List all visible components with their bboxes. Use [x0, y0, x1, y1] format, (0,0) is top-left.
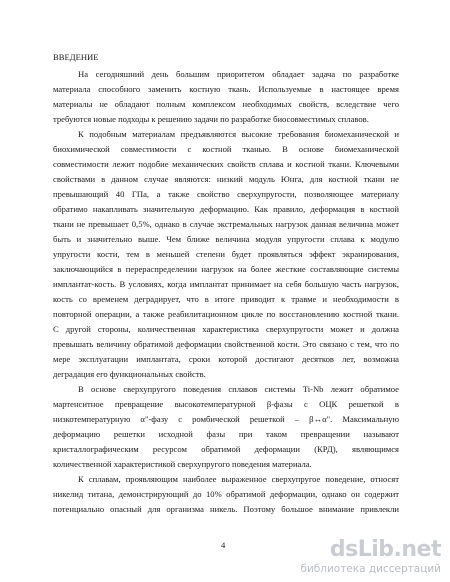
text-line: К сплавам, проявляющим наиболее выраженное сверхупругое поведение, относят [78, 474, 399, 484]
watermark [300, 537, 445, 578]
text-line: требуются новые подходы к решению задачи по разработке биосовместимых сплавов. [53, 114, 369, 124]
text-line: материалы не обладают полным комплексом необходимых свойств, вследствие чего [53, 99, 399, 109]
text-line: К подобным материалам предъявляются высокие требования биомеханической и [78, 129, 399, 139]
watermark-subtitle: библиотека диссертаций [300, 563, 441, 575]
text-line: количественной характеристикой сверхупругого поведения материала. [53, 459, 312, 469]
text-line: ткани не превышает 0,5%, однако в случае экстремальных нагрузок данная величина может [53, 219, 399, 229]
text-line: превышающий 40 ГПа, а также свойство сверхупругости, позволяющее материалу [53, 189, 399, 199]
text-line: свойствами в данном случае являются: низкий модуль Юнга, для костной ткани не [53, 174, 399, 184]
text-line: материала способного заменить костную ткань. Используемые в настоящее время [53, 84, 399, 94]
text-line: имплантат-кость. В условиях, когда имплантат принимает на себя большую часть нагрузок, [53, 279, 399, 289]
text-line: превышать величину обратимой деформации свойственной кости. Это связано с тем, что по [53, 339, 399, 349]
text-line: упругости кости, тем в меньшей степени будет проявляться эффект экранирования, [53, 249, 399, 259]
text-line: В основе сверхупругого поведения сплавов системы Ti-Nb лежит обратимое [78, 384, 399, 394]
watermark-logo: dsLib.net [329, 537, 441, 562]
text-line: обратимо накапливать значительную деформацию. Как правило, деформация в костной [53, 204, 399, 214]
text-line: кристаллографическим ресурсом обратимой деформации (КРД), являющимся [53, 444, 399, 454]
text-line: На сегодняшний день большим приоритетом обладает задача по разработке [78, 69, 399, 79]
text-line: деградация его функциональных свойств. [53, 369, 206, 379]
section-heading: ВВЕДЕНИЕ [53, 52, 99, 62]
text-line: С другой стороны, количественная характеристика сверхупругости может и должна [53, 324, 399, 334]
text-line: низкотемпературную α"-фазу с ромбической решеткой – β↔α". Максимальную [53, 414, 399, 424]
text-line: мере эксплуатации имплантата, сроки которой достигают десятков лет, возможна [53, 354, 399, 364]
text-line: повторной операции, а также реабилитационном цикле по восстановлению костной ткани. [53, 309, 399, 319]
text-line: заключающийся в перераспределении нагрузок на более жесткие составляющие системы [53, 264, 399, 274]
page-number: 4 [221, 540, 226, 550]
text-line: мартенситное превращение высокотемпературной β-фазы с ОЦК решеткой в [53, 399, 399, 409]
text-line: деформацию решетки исходной фазы при таком превращении называют [53, 429, 399, 439]
text-line: кость со временем деградирует, что в итоге приводит к травме и необходимости в [53, 294, 399, 304]
text-line: потенциально опасный для организма никель. Поэтому большое внимание привлекли [53, 504, 399, 514]
text-line: никелид титана, демонстрирующий до 10% обратимой деформации, однако он содержит [53, 489, 399, 499]
text-line: быть и значительно выше. Чем ближе величина модуля упругости сплава к модулю [53, 234, 399, 244]
text-line: совместимости лежит подобие механических свойств сплава и костной ткани. Ключевыми [53, 159, 399, 169]
text-line: биохимической совместимости с костной тканью. В основе биомеханической [53, 144, 399, 154]
